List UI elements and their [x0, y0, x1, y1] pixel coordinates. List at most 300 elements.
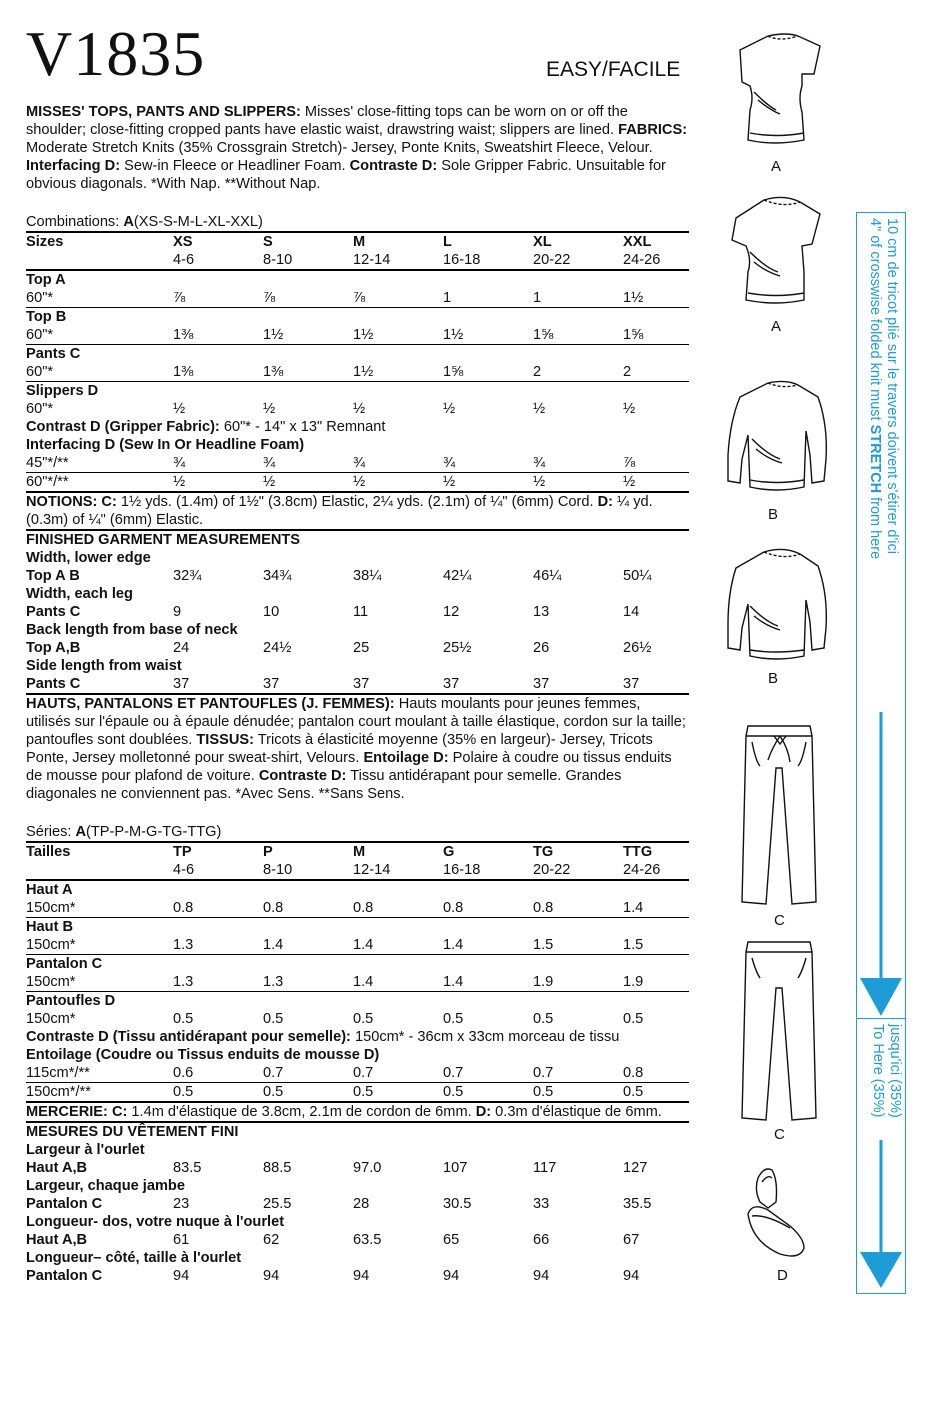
view-label-a-back: A: [771, 318, 782, 335]
table-row: [26, 1083, 689, 1103]
table-cell: 13: [533, 604, 550, 620]
row-heading: Haut B: [26, 918, 689, 937]
table-cell: 127: [623, 1160, 648, 1176]
table-cell: S: [263, 232, 353, 251]
table-cell: ½: [443, 473, 533, 493]
table-cell: 12: [443, 604, 460, 620]
table-cell: 4-6: [173, 252, 195, 268]
table-cell: 94: [533, 1268, 550, 1284]
description-run: HAUTS, PANTALONS ET PANTOUFLES (J. FEMMES):: [26, 696, 395, 712]
table-cell: 0.8: [533, 900, 554, 916]
description-run: Contraste D:: [258, 768, 347, 784]
table-row: [26, 603, 689, 621]
stretch-arrow-1: [856, 712, 906, 1018]
note-run: D:: [475, 1104, 492, 1120]
row-heading: Side length from waist: [26, 658, 182, 674]
table-cell: 1.5: [623, 937, 644, 953]
view-label-c-front: C: [774, 912, 785, 929]
table-cell: 24½: [263, 640, 292, 656]
description-run: Interfacing D:: [26, 158, 121, 174]
table-cell: 35.5: [623, 1196, 652, 1212]
table-cell: 1⅝: [623, 327, 644, 343]
table-row: [26, 936, 689, 955]
table-cell: 8-10: [263, 862, 293, 878]
table-cell: 38¼: [353, 568, 382, 584]
table-row: [26, 1046, 689, 1064]
table-cell: Haut A,B: [26, 1232, 88, 1248]
note-run: MERCERIE: C:: [26, 1104, 128, 1120]
table-cell: 1⅜: [173, 327, 194, 343]
table-row: [26, 918, 689, 937]
to-here-fr: jusqu'ici (35%): [887, 1024, 903, 1118]
table-cell: Top A,B: [26, 640, 81, 656]
table-cell: 94: [263, 1268, 280, 1284]
span-note: [26, 492, 689, 530]
table-cell: 42¼: [443, 568, 472, 584]
table-row: [26, 1267, 689, 1285]
table-row: [26, 899, 689, 918]
table-cell: 107: [443, 1160, 468, 1176]
description-run: Contraste D:: [349, 158, 438, 174]
note-run: 1½ yds. (1.4m) of 1½" (3.8cm) Elastic, 2¼ yds. (2.1m) of ¼" (6mm) Cord.: [116, 494, 598, 510]
table-cell: 150cm*: [26, 974, 76, 990]
table-cell: 12-14: [353, 862, 391, 878]
table-row: [26, 567, 689, 585]
view-label-c-back: C: [774, 1126, 785, 1143]
table-cell: Sizes: [26, 232, 173, 251]
table-cell: 60"*/**: [26, 473, 173, 493]
row-heading: Interfacing D (Sew In Or Headline Foam): [26, 437, 305, 453]
table-cell: 4-6: [173, 862, 195, 878]
table-cell: 2: [533, 364, 542, 380]
top-a-front-drawing: [728, 28, 828, 158]
table-cell: 1.3: [263, 974, 284, 990]
table-cell: 1.4: [353, 974, 374, 990]
table-cell: ½: [443, 401, 456, 417]
table-cell: M: [353, 232, 443, 251]
table-cell: 0.5: [173, 1011, 194, 1027]
table-row: [26, 1122, 689, 1141]
table-row: [26, 454, 689, 473]
table-row: [26, 1010, 689, 1028]
row-heading: Slippers D: [26, 382, 689, 401]
table-cell: ½: [353, 401, 366, 417]
note-run: D:: [597, 494, 613, 510]
table-cell: 37: [173, 676, 190, 692]
table-cell: 1.9: [533, 974, 554, 990]
table-row: [26, 363, 689, 382]
description-run: Polaire à coudre ou tissus enduits de mousse pour plafond de voiture.: [26, 750, 672, 784]
table-cell: 0.6: [173, 1065, 194, 1081]
description-run: Hauts moulants pour jeunes femmes, utilisés sur l'épaule ou à épaule dénudée; pantalon court moulant à taille élastique, cordon sur la taille; pantoufles sont doublées.: [26, 696, 686, 748]
table-cell: Haut A,B: [26, 1160, 88, 1176]
table-row: [26, 880, 689, 899]
instructions-column: [26, 103, 689, 1285]
table-cell: ⅞: [623, 455, 636, 471]
table-cell: XS: [173, 232, 263, 251]
table-row: [26, 1249, 689, 1267]
table-cell: 0.5: [443, 1011, 464, 1027]
french-yardage-table: [26, 841, 689, 1285]
table-row: [26, 842, 689, 861]
difficulty-label: EASY/FACILE: [546, 58, 681, 81]
table-cell: 0.7: [353, 1065, 374, 1081]
table-cell: 94: [173, 1268, 190, 1284]
pattern-number: V1835: [26, 18, 206, 89]
table-cell: 1½: [353, 364, 374, 380]
table-cell: ¾: [173, 455, 186, 471]
table-cell: 1½: [443, 327, 464, 343]
note-run: NOTIONS: C:: [26, 494, 117, 510]
table-row: [26, 345, 689, 364]
table-cell: ⅞: [263, 290, 276, 306]
row-heading: Top B: [26, 308, 689, 327]
table-row: [26, 400, 689, 418]
combinations-letter: A: [75, 824, 87, 840]
combinations-sizes: (XS-S-M-L-XL-XXL): [133, 214, 263, 230]
table-cell: ½: [533, 473, 623, 493]
french-description: [26, 693, 689, 803]
view-label-a-front: A: [771, 158, 782, 175]
description-run: FABRICS:: [618, 122, 688, 138]
table-cell: [26, 251, 173, 270]
table-cell: 45"*/**: [26, 455, 69, 471]
table-cell: 1.3: [173, 937, 194, 953]
english-yardage-table: [26, 231, 689, 693]
table-cell: 1: [443, 290, 452, 306]
row-heading: Haut A: [26, 880, 689, 899]
table-cell: 25½: [443, 640, 472, 656]
table-cell: 20-22: [533, 252, 571, 268]
table-cell: ½: [173, 401, 186, 417]
table-cell: 0.7: [263, 1065, 284, 1081]
table-cell: 63.5: [353, 1232, 382, 1248]
view-label-b-front: B: [768, 506, 779, 523]
table-cell: 50¼: [623, 568, 652, 584]
table-cell: 0.5: [263, 1083, 353, 1103]
table-row: [26, 639, 689, 657]
table-cell: ½: [353, 473, 443, 493]
table-cell: 1⅝: [443, 364, 464, 380]
table-row: [26, 955, 689, 974]
note-run: 60"* - 14" x 13" Remnant: [219, 419, 386, 435]
table-cell: 14: [623, 604, 640, 620]
table-cell: XL: [533, 232, 623, 251]
table-cell: 60"*: [26, 327, 54, 343]
table-cell: 0.7: [443, 1065, 464, 1081]
table-cell: 1: [533, 290, 542, 306]
table-cell: 67: [623, 1232, 640, 1248]
table-row: [26, 1141, 689, 1159]
table-cell: 83.5: [173, 1160, 202, 1176]
table-cell: XXL: [623, 232, 689, 251]
table-cell: ⅞: [173, 290, 186, 306]
table-cell: 0.5: [533, 1083, 623, 1103]
row-heading: Top A: [26, 270, 689, 289]
table-cell: 1.4: [443, 937, 464, 953]
table-cell: 1.4: [443, 974, 464, 990]
gauge-divider: [856, 1018, 906, 1019]
english-combinations: [26, 213, 689, 231]
table-cell: M: [353, 842, 443, 861]
pants-c-back-drawing: [738, 938, 822, 1126]
table-cell: 1.3: [173, 974, 194, 990]
row-heading: Largeur, chaque jambe: [26, 1178, 185, 1194]
table-cell: 1⅜: [263, 364, 284, 380]
table-row: [26, 289, 689, 308]
table-cell: 1½: [623, 290, 644, 306]
table-cell: 16-18: [443, 862, 481, 878]
table-row: [26, 992, 689, 1011]
row-heading: FINISHED GARMENT MEASUREMENTS: [26, 530, 689, 549]
description-run: Tissu antidérapant pour semelle. Grandes diagonales ne conviennent pas. *Avec Sens. **Sans Sens.: [26, 768, 622, 802]
table-cell: 1½: [353, 327, 374, 343]
table-cell: Pantalon C: [26, 1268, 103, 1284]
top-b-back-drawing: [706, 540, 846, 670]
table-row: [26, 973, 689, 992]
table-cell: 24-26: [623, 252, 661, 268]
combinations-prefix: Séries:: [26, 824, 76, 840]
top-a-back-drawing: [728, 188, 828, 318]
table-cell: 37: [353, 676, 370, 692]
table-row: [26, 530, 689, 549]
table-row: [26, 675, 689, 693]
note-run: 150cm* - 36cm x 33cm morceau de tissu: [350, 1029, 620, 1045]
table-cell: 0.5: [443, 1083, 533, 1103]
stretch-instruction-en: 4" of crosswise folded knit must STRETCH from here: [867, 218, 883, 560]
table-cell: 150cm*/**: [26, 1083, 173, 1103]
table-cell: 0.8: [443, 900, 464, 916]
table-row: [26, 1213, 689, 1231]
table-row: [26, 585, 689, 603]
table-cell: 1½: [263, 327, 284, 343]
row-heading: Entoilage (Coudre ou Tissus enduits de mousse D): [26, 1047, 380, 1063]
table-cell: 23: [173, 1196, 190, 1212]
table-cell: 97.0: [353, 1160, 382, 1176]
table-cell: TTG: [623, 842, 689, 861]
combinations-sizes: (TP-P-M-G-TG-TTG): [86, 824, 222, 840]
table-cell: [26, 861, 173, 880]
note-run: 1.4m d'élastique de 3.8cm, 2.1m de cordon de 6mm.: [127, 1104, 476, 1120]
description-run: Tricots à élasticité moyenne (35% en largeur)- Jersey, Tricots Ponte, Jersey molletonné pour sweat-shirt, Velours.: [26, 732, 653, 766]
row-heading: MESURES DU VÊTEMENT FINI: [26, 1122, 689, 1141]
table-row: [26, 1195, 689, 1213]
table-row: [26, 861, 689, 880]
note-run: 0.3m d'élastique de 6mm.: [491, 1104, 662, 1120]
table-cell: 94: [353, 1268, 370, 1284]
table-cell: 11: [353, 604, 369, 620]
table-cell: 0.5: [533, 1011, 554, 1027]
note-run: Contraste D (Tissu antidérapant pour semelle):: [26, 1029, 351, 1045]
table-cell: 1⅜: [173, 364, 194, 380]
table-row: [26, 621, 689, 639]
table-cell: 0.8: [623, 1065, 644, 1081]
table-cell: 46¼: [533, 568, 562, 584]
table-cell: ⅞: [353, 290, 366, 306]
table-cell: 25.5: [263, 1196, 292, 1212]
stretch-instruction-fr: 10 cm de tricot plié sur le travers doivent s'étirer d'ici: [884, 218, 900, 554]
table-cell: 0.8: [353, 900, 374, 916]
table-cell: 37: [623, 676, 640, 692]
table-cell: P: [263, 842, 353, 861]
span-note: [26, 1028, 689, 1046]
table-cell: 1.5: [533, 937, 554, 953]
table-cell: 88.5: [263, 1160, 292, 1176]
table-row: [26, 549, 689, 567]
table-cell: Pants C: [26, 604, 81, 620]
table-cell: 25: [353, 640, 370, 656]
table-cell: TP: [173, 842, 263, 861]
table-cell: ¾: [353, 455, 366, 471]
view-label-b-back: B: [768, 670, 779, 687]
row-heading: Pantoufles D: [26, 992, 689, 1011]
table-row: [26, 251, 689, 270]
combinations-prefix: Combinations:: [26, 214, 124, 230]
table-cell: 62: [263, 1232, 280, 1248]
table-cell: 0.5: [623, 1011, 644, 1027]
top-b-front-drawing: [706, 375, 846, 505]
table-cell: 0.5: [353, 1011, 374, 1027]
table-cell: Top A B: [26, 568, 80, 584]
table-cell: TG: [533, 842, 623, 861]
table-row: [26, 436, 689, 454]
table-cell: 0.8: [173, 900, 194, 916]
table-cell: 60"*: [26, 364, 54, 380]
table-cell: 60"*: [26, 401, 54, 417]
table-cell: 37: [263, 676, 280, 692]
slipper-d-drawing: [738, 1162, 818, 1262]
span-note: [26, 418, 689, 436]
pants-c-front-drawing: [738, 722, 822, 910]
table-cell: 28: [353, 1196, 370, 1212]
note-run: ¼ yd. (0.3m) of ¼" (6mm) Elastic.: [26, 494, 653, 528]
table-cell: 1.4: [623, 900, 644, 916]
table-cell: 0.5: [353, 1083, 443, 1103]
table-row: [26, 418, 689, 436]
table-row: [26, 1159, 689, 1177]
table-cell: ½: [533, 401, 546, 417]
table-row: [26, 270, 689, 289]
table-cell: 1.4: [353, 937, 374, 953]
table-row: [26, 326, 689, 345]
table-cell: 0.5: [623, 1083, 689, 1103]
description-run: Sole Gripper Fabric. Unsuitable for obvious diagonals. *With Nap. **Without Nap.: [26, 158, 666, 192]
row-heading: Back length from base of neck: [26, 622, 238, 638]
table-cell: Pants C: [26, 676, 81, 692]
table-cell: ½: [623, 473, 689, 493]
table-row: [26, 382, 689, 401]
table-row: [26, 657, 689, 675]
row-heading: Width, each leg: [26, 586, 133, 602]
table-cell: ¾: [263, 455, 276, 471]
table-cell: ½: [623, 401, 636, 417]
view-label-d: D: [777, 1267, 788, 1284]
table-row: [26, 308, 689, 327]
table-cell: 150cm*: [26, 937, 76, 953]
table-cell: 24: [173, 640, 190, 656]
note-run: Contrast D (Gripper Fabric):: [26, 419, 220, 435]
table-cell: 12-14: [353, 252, 391, 268]
description-run: Misses' close-fitting tops can be worn on or off the shoulder; close-fitting cropped pants have elastic waist, drawstring waist; slippers are lined.: [26, 104, 628, 138]
row-heading: Largeur à l'ourlet: [26, 1142, 145, 1158]
table-cell: 150cm*: [26, 1011, 76, 1027]
table-cell: 20-22: [533, 862, 571, 878]
table-cell: 115cm*/**: [26, 1065, 90, 1081]
table-row: [26, 1028, 689, 1046]
table-cell: 61: [173, 1232, 190, 1248]
description-run: Moderate Stretch Knits (35% Crossgrain Stretch)- Jersey, Ponte Knits, Sweatshirt Fleece, Velour.: [26, 140, 653, 156]
row-heading: Pants C: [26, 345, 689, 364]
table-cell: 10: [263, 604, 280, 620]
table-cell: 94: [623, 1268, 640, 1284]
french-combinations: [26, 823, 689, 841]
to-here-en: To Here (35%): [870, 1024, 886, 1118]
description-run: Sew-in Fleece or Headliner Foam.: [120, 158, 350, 174]
table-cell: 37: [443, 676, 460, 692]
table-row: [26, 1064, 689, 1083]
table-cell: 26½: [623, 640, 652, 656]
table-cell: 34¾: [263, 568, 292, 584]
table-cell: 30.5: [443, 1196, 472, 1212]
table-cell: 32¾: [173, 568, 202, 584]
table-cell: 0.5: [173, 1083, 263, 1103]
table-cell: ¾: [443, 455, 456, 471]
table-cell: 0.8: [263, 900, 284, 916]
combinations-letter: A: [123, 214, 134, 230]
table-cell: ½: [173, 473, 263, 493]
english-description: [26, 103, 689, 193]
row-heading: Longueur- dos, votre nuque à l'ourlet: [26, 1214, 285, 1230]
table-row: [26, 232, 689, 251]
table-cell: ½: [263, 473, 353, 493]
row-heading: Longueur– côté, taille à l'ourlet: [26, 1250, 242, 1266]
table-cell: 33: [533, 1196, 550, 1212]
table-cell: 65: [443, 1232, 460, 1248]
table-row: [26, 1177, 689, 1195]
table-cell: 150cm*: [26, 900, 76, 916]
table-cell: 8-10: [263, 252, 293, 268]
row-heading: Pantalon C: [26, 955, 689, 974]
table-cell: 1⅝: [533, 327, 554, 343]
table-cell: 94: [443, 1268, 460, 1284]
stretch-arrow-2: [856, 1140, 906, 1290]
table-cell: Pantalon C: [26, 1196, 103, 1212]
table-row: [26, 1231, 689, 1249]
table-cell: ½: [263, 401, 276, 417]
table-cell: 16-18: [443, 252, 481, 268]
table-cell: 2: [623, 364, 632, 380]
table-cell: L: [443, 232, 533, 251]
table-row: [26, 473, 689, 493]
description-run: MISSES' TOPS, PANTS AND SLIPPERS:: [26, 104, 301, 120]
table-cell: 37: [533, 676, 550, 692]
table-cell: 60"*: [26, 290, 54, 306]
table-cell: 0.7: [533, 1065, 554, 1081]
table-cell: G: [443, 842, 533, 861]
span-note: [26, 1102, 689, 1122]
table-cell: ¾: [533, 455, 546, 471]
description-run: Entoilage D:: [363, 750, 449, 766]
table-cell: Tailles: [26, 842, 173, 861]
row-heading: Width, lower edge: [26, 550, 151, 566]
table-cell: 1.9: [623, 974, 644, 990]
table-cell: 1.4: [263, 937, 284, 953]
table-cell: 26: [533, 640, 550, 656]
table-cell: 9: [173, 604, 182, 620]
table-row: [26, 492, 689, 530]
table-cell: 0.5: [263, 1011, 284, 1027]
table-cell: 66: [533, 1232, 550, 1248]
